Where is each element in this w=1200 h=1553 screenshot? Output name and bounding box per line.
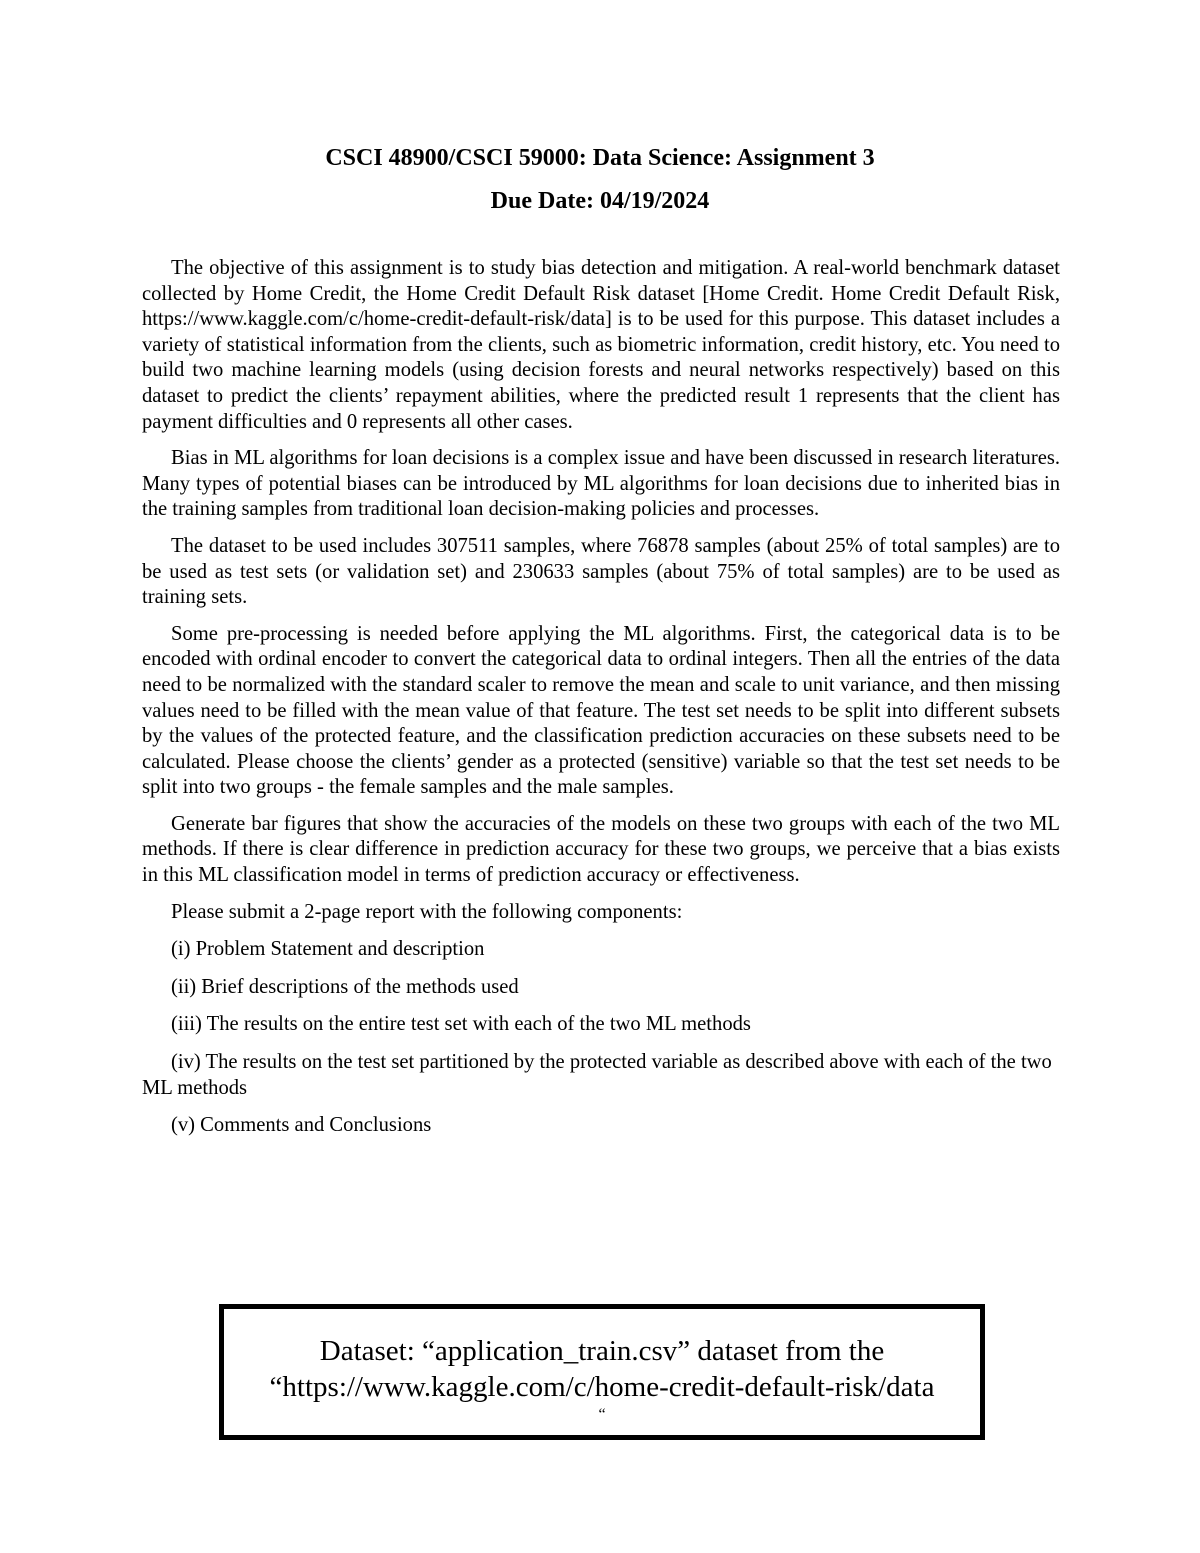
report-intro: Please submit a 2-page report with the following components:: [171, 900, 683, 923]
report-item-4: (iv) The results on the test set partitioned by the protected variable as described above with each of the two ML methods: [142, 1051, 1052, 1099]
assignment-title: CSCI 48900/CSCI 59000: Data Science: Assignment 3: [325, 145, 875, 171]
report-item-2: (ii) Brief descriptions of the methods used: [171, 975, 519, 998]
preprocessing-paragraph: Some pre-processing is needed before applying the ML algorithms. First, the categorical data is to be encoded with ordinal encoder to convert the categorical data to ordinal integers. Then all the entries of the data need to be normalized with the standard scaler to remove the mean and scale to unit variance, and then missing values need to be filled with the mean value of that feature. The test set needs to be split into different subsets by the values of the protected feature, and the classification prediction accuracies on these subsets need to be calculated. Please choose the clients’ gender as a protected (sensitive) variable so that the test set needs to be split into two groups - the female samples and the male samples.: [142, 622, 1060, 799]
bias-paragraph: Bias in ML algorithms for loan decisions is a complex issue and have been discussed in research literatures. Many types of potential biases can be introduced by ML algorithms for loan decisions due to inherited bias in the training samples from traditional loan decision-making policies and processes.: [142, 447, 1060, 521]
dataset-box: [219, 1304, 985, 1440]
assignment-body: [142, 256, 1060, 1151]
report-item-5: (v) Comments and Conclusions: [171, 1114, 432, 1137]
report-item-1: (i) Problem Statement and description: [171, 938, 485, 961]
dataset-line-1: Dataset: “application_train.csv” dataset from the: [319, 1335, 885, 1367]
report-item-3: (iii) The results on the entire test set with each of the two ML methods: [171, 1013, 751, 1036]
bar-figures-paragraph: Generate bar figures that show the accuracies of the models on these two groups with each of the two ML methods. If there is clear difference in prediction accuracy for these two groups, we perceive that a bias exists in this ML classification model in terms of prediction accuracy or effectiveness.: [142, 812, 1060, 887]
dataset-line-3: “: [598, 1406, 606, 1423]
dataset-size-paragraph: The dataset to be used includes 307511 samples, where 76878 samples (about 25% of total samples) are to be used as test sets (or validation set) and 230633 samples (about 75% of total samples) are to be used as training sets.: [142, 534, 1060, 609]
dataset-line-2: “https://www.kaggle.com/c/home-credit-default-risk/data: [269, 1371, 935, 1403]
objective-paragraph: The objective of this assignment is to study bias detection and mitigation. A real-world benchmark dataset collected by Home Credit, the Home Credit Default Risk dataset [Home Credit. Home Credit Default Risk, https://www.kaggle.com/c/home-credit-default-risk/data] is to be used for this purpose. This dataset includes a variety of statistical information from the clients, such as biometric information, credit history, etc. You need to build two machine learning models (using decision forests and neural networks respectively) based on this dataset to predict the clients’ repayment abilities, where the predicted result 1 represents that the client has payment difficulties and 0 represents all other cases.: [142, 257, 1060, 433]
due-date: Due Date: 04/19/2024: [490, 188, 710, 214]
